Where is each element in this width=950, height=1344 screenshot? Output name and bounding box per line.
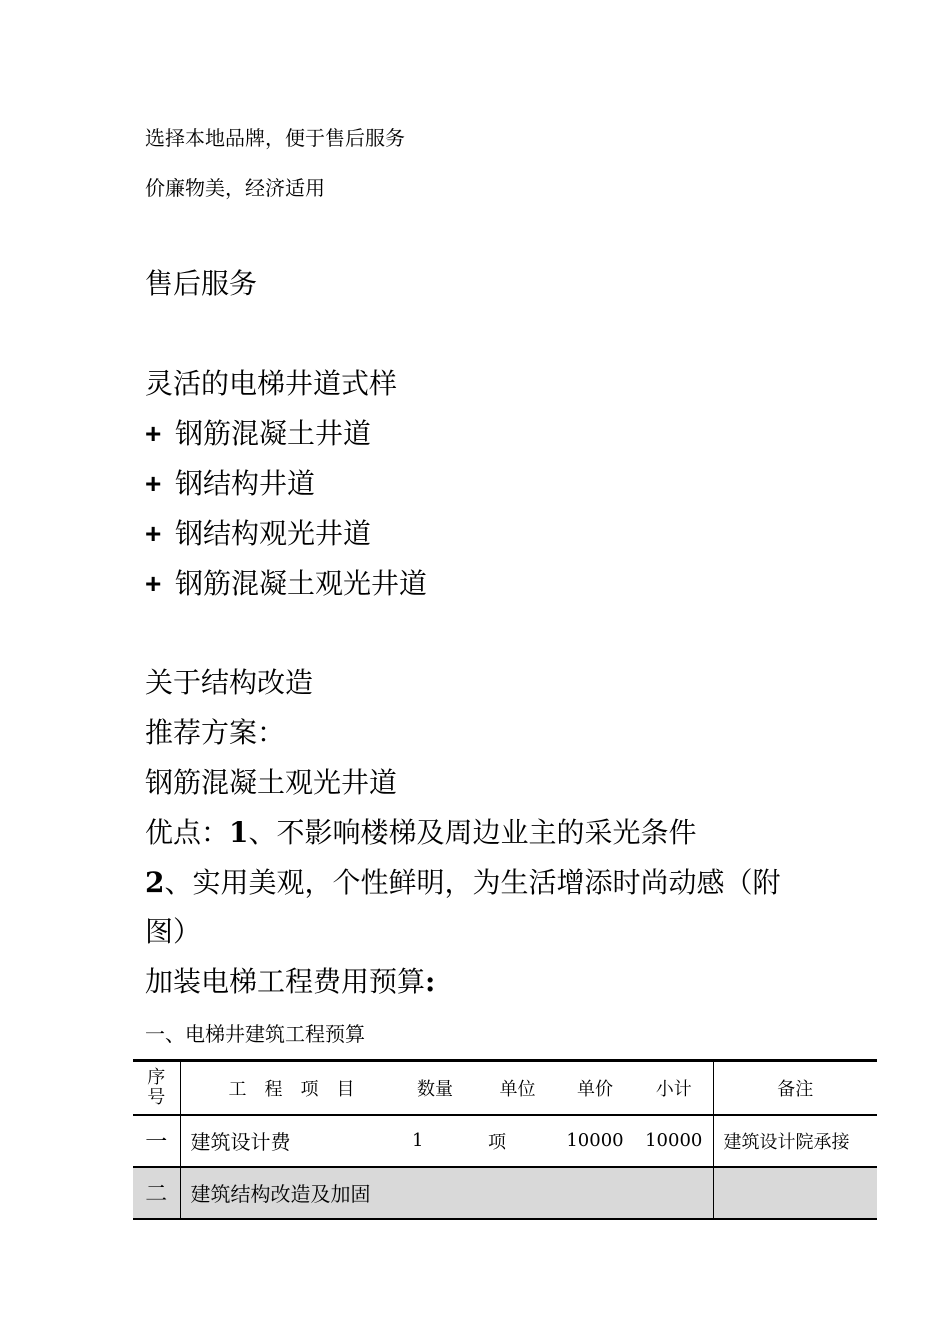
table-row [133, 1115, 877, 1167]
row-no: 一 [133, 1115, 180, 1167]
header-no [133, 1061, 180, 1115]
intro-line-1: 选择本地品牌，便于售后服务 [145, 126, 405, 150]
row-price: 10000 [555, 1115, 635, 1167]
header-price: 单价 [555, 1061, 635, 1115]
header-qty: 数量 [390, 1061, 480, 1115]
row-note: 建筑设计院承接 [713, 1115, 877, 1167]
shaft-heading: 灵活的电梯井道式样 [145, 367, 398, 400]
header-unit: 单位 [480, 1061, 555, 1115]
budget-heading [145, 960, 435, 1000]
recommend-label: 推荐方案： [145, 716, 286, 749]
structure-heading: 关于结构改造 [145, 666, 314, 699]
budget-sub-heading: 一、电梯井建筑工程预算 [145, 1022, 365, 1046]
advantage-label: 优点： [145, 816, 230, 849]
plus-icon: + [145, 518, 162, 549]
row-item: 建筑结构改造及加固 [180, 1167, 713, 1219]
shaft-item-label: 钢筋混凝土井道 [175, 417, 372, 450]
recommend-value: 钢筋混凝土观光井道 [145, 766, 398, 799]
plus-icon: + [145, 568, 162, 599]
table-header-row [133, 1061, 877, 1115]
advantage-2 [145, 861, 781, 901]
advantage-text: 、实用美观，个性鲜明，为生活增添时尚动感（附 [164, 866, 781, 899]
row-note [713, 1167, 877, 1219]
plus-icon: + [145, 418, 162, 449]
shaft-item [145, 412, 371, 452]
budget-heading-colon: : [425, 965, 436, 998]
intro-line-2: 价廉物美，经济适用 [145, 176, 325, 200]
shaft-item-label: 钢筋混凝土观光井道 [175, 567, 428, 600]
row-no: 二 [133, 1167, 180, 1219]
after-sales-heading: 售后服务 [145, 267, 258, 300]
header-subtotal: 小计 [635, 1061, 713, 1115]
row-item: 建筑设计费 [180, 1115, 390, 1167]
advantage-2-continued: 图） [145, 915, 202, 948]
advantage-1 [145, 811, 697, 851]
shaft-item-label: 钢结构井道 [175, 467, 316, 500]
advantage-number: 1 [229, 816, 249, 849]
shaft-item-label: 钢结构观光井道 [175, 517, 372, 550]
row-unit: 项 [480, 1115, 555, 1167]
shaft-item [145, 562, 427, 602]
budget-heading-text: 加装电梯工程费用预算 [145, 965, 426, 998]
row-qty: 1 [390, 1115, 480, 1167]
advantage-number: 2 [145, 866, 165, 899]
shaft-item [145, 512, 371, 552]
shaft-item [145, 462, 315, 502]
budget-table [133, 1059, 877, 1220]
header-no-line-1: 序 [147, 1066, 166, 1088]
table-row [133, 1167, 877, 1219]
plus-icon: + [145, 468, 162, 499]
header-note: 备注 [713, 1061, 877, 1115]
row-subtotal: 10000 [635, 1115, 713, 1167]
header-item: 工 程 项 目 [180, 1061, 390, 1115]
header-no-line-2: 号 [147, 1086, 166, 1108]
advantage-text: 、不影响楼梯及周边业主的采光条件 [248, 816, 697, 849]
